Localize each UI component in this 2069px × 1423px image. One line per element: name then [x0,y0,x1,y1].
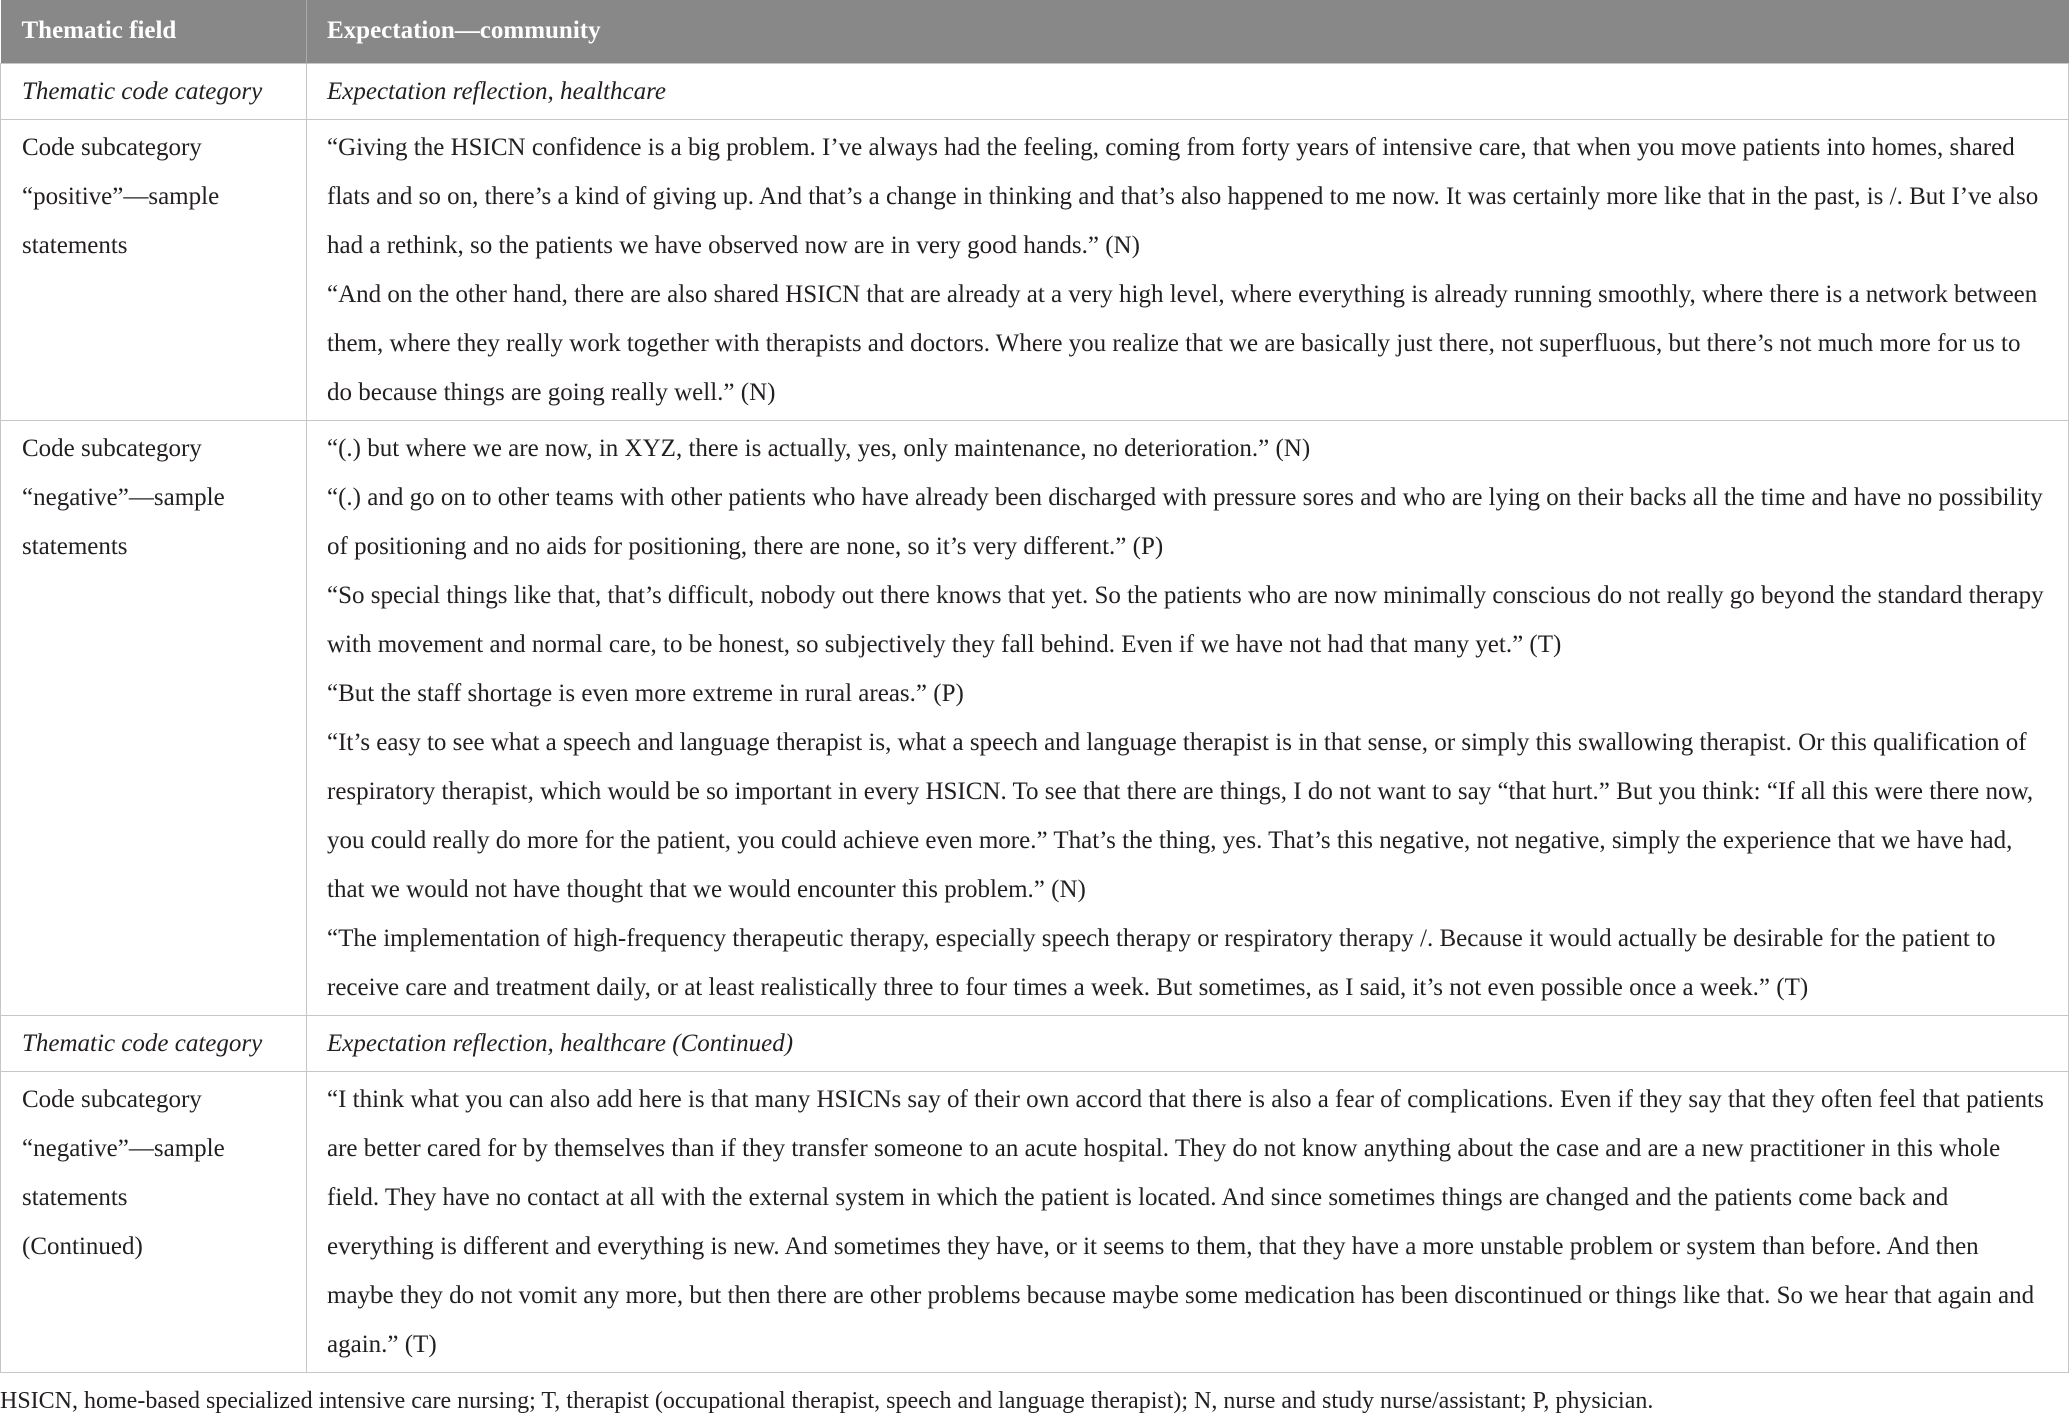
statements-cell [307,1071,2069,1372]
statements-cell [307,119,2069,420]
subcategory-row-negative [1,420,2069,1015]
subcategory-cell [1,119,307,420]
category-row-continued [1,1015,2069,1071]
statements-cell [307,420,2069,1015]
sample-statement: “I think what you can also add here is that many HSICNs say of their own accord that there is also a fear of complications. Even if they say that they often feel that patients are better cared for by themselves than if they transfer someone to an acute hospital. They do not know anything about the case and are a new practitioner in this whole field. They have no contact at all with the external system in which the patient is located. And since sometimes things are changed and the patients come back and everything is different and everything is new. And sometimes they have, or it seems to them, that they have a more unstable problem or system than before. And then maybe they do not vomit any more, but then there are other problems because maybe some medication has been discontinued or things like that. So we hear that again and again.” (T) [327,1085,2044,1358]
sample-statement: “But the staff shortage is even more extreme in rural areas.” (P) [327,679,964,707]
sample-statement: “So special things like that, that’s difficult, nobody out there knows that yet. So the patients who are now minimally conscious do not really go beyond the standard therapy with movement and normal care, to be honest, so subjectively they fall behind. Even if we have not had that many yet.” (T) [327,581,2044,658]
subcategory-label: Code subcategory “positive”—sample statements [22,133,220,259]
subcategory-label: Code subcategory “negative”—sample statements [22,434,225,560]
category-row [1,63,2069,119]
sample-statement: “(.) but where we are now, in XYZ, there is actually, yes, only maintenance, no deterioration.” (N) [327,434,1311,462]
subcategory-cell [1,420,307,1015]
subcategory-row-positive [1,119,2069,420]
sample-statement: “(.) and go on to other teams with other patients who have already been discharged with pressure sores and who are lying on their backs all the time and have no possibility of positioning and no aids for positioning, there are none, so it’s very different.” (P) [327,483,2043,560]
category-label: Thematic code category [1,1015,307,1071]
category-value: Expectation reflection, healthcare [307,63,2069,119]
subcategory-cell [1,1071,307,1372]
subcategory-row-negative-continued [1,1071,2069,1372]
header-row [1,0,2069,63]
header-thematic-field: Thematic field [1,0,307,63]
sample-statement: “The implementation of high-frequency therapeutic therapy, especially speech therapy or respiratory therapy /. Because it would actually be desirable for the patient to receive care and treatment daily, or at least realistically three to four times a week. But sometimes, as I said, it’s not even possible once a week.” (T) [327,924,1996,1001]
category-label: Thematic code category [1,63,307,119]
subcategory-label: Code subcategory “negative”—sample statements (Continued) [22,1085,225,1260]
sample-statement: “And on the other hand, there are also shared HSICN that are already at a very high level, where everything is already running smoothly, where there is a network between them, where they really work together with therapists and doctors. Where you realize that we are basically just there, not superfluous, but there’s not much more for us to do because things are going really well.” (N) [327,280,2038,406]
header-expectation-community: Expectation—community [307,0,2069,63]
category-value: Expectation reflection, healthcare (Continued) [307,1015,2069,1071]
sample-statement: “Giving the HSICN confidence is a big problem. I’ve always had the feeling, coming from forty years of intensive care, that when you move patients into homes, shared flats and so on, there’s a kind of giving up. And that’s a change in thinking and that’s also happened to me now. It was certainly more like that in the past, is /. But I’ve also had a rethink, so the patients we have observed now are in very good hands.” (N) [327,133,2039,259]
sample-statement: “It’s easy to see what a speech and language therapist is, what a speech and language therapist is in that sense, or simply this swallowing therapist. Or this qualification of respiratory therapist, which would be so important in every HSICN. To see that there are things, I do not want to say “that hurt.” But you think: “If all this were there now, you could really do more for the patient, you could achieve even more.” That’s the thing, yes. That’s this negative, not negative, simply the experience that we have had, that we would not have thought that we would encounter this problem.” (N) [327,728,2034,903]
table-footnote: HSICN, home-based specialized intensive care nursing; T, therapist (occupational therapist, speech and language therapist); N, nurse and study nurse/assistant; P, physician. [0,1387,1654,1414]
